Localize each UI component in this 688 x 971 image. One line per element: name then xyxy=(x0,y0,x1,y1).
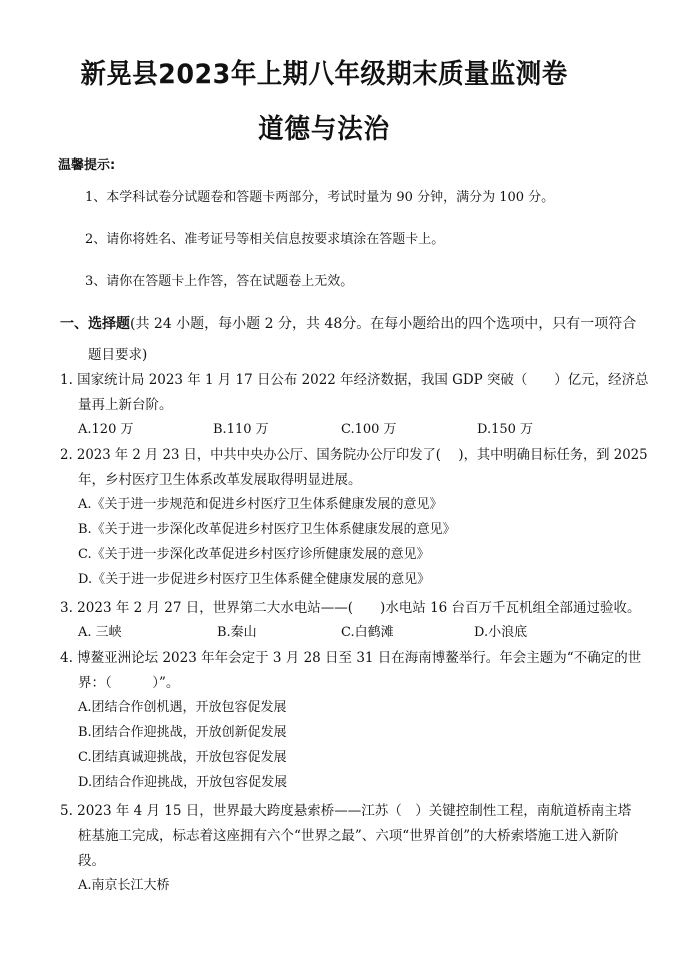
question-3-option-a: A. 三峡 xyxy=(78,625,122,640)
question-3-line: 3. 2023 年 2 月 27 日，世界第二大水电站——( )水电站 16 台百万千瓦机组全部通过验收。 xyxy=(60,600,641,616)
question-2-option-d: D.《关于进一步促进乡村医疗卫生体系健全健康发展的意见》 xyxy=(78,572,431,587)
section-heading xyxy=(60,313,636,333)
question-2-option-c: C.《关于进一步深化改革促进乡村医疗诊所健康发展的意见》 xyxy=(78,547,430,562)
question-2-line: 2. 2023 年 2 月 23 日，中共中央办公厅、国务院办公厅印发了( )，其中明确目标任务，到 2025 xyxy=(60,447,648,463)
question-2-line: 年，乡村医疗卫生体系改革发展取得明显进展。 xyxy=(78,472,362,488)
page-title: 新晃县2023年上期八年级期末质量监测卷 xyxy=(80,59,568,90)
question-4-line: 界：（ ）”。 xyxy=(78,675,180,691)
question-4-option-d: D.团结合作迎挑战，开放包容促发展 xyxy=(78,775,288,790)
page-subtitle: 道德与法治 xyxy=(258,114,390,145)
question-2-option-a: A.《关于进一步规范和促进乡村医疗卫生体系健康发展的意见》 xyxy=(78,497,443,512)
hint-item: 3、请你在答题卡上作答，答在试题卷上无效。 xyxy=(85,274,354,289)
question-5-line: 段。 xyxy=(78,853,105,869)
hint-label: 温馨提示: xyxy=(58,158,116,173)
section-description-continued: 题目要求) xyxy=(88,347,148,363)
question-1-line: 量再上新台阶。 xyxy=(78,397,173,413)
section-label: 一、选择题 xyxy=(60,316,130,332)
question-5-line: 5. 2023 年 4 月 15 日，世界最大跨度悬索桥——江苏（ ）关键控制性工程，南航道桥南主塔 xyxy=(60,803,632,819)
question-2-option-b: B.《关于进一步深化改革促进乡村医疗卫生体系健康发展的意见》 xyxy=(78,522,456,537)
question-4-option-b: B.团结合作迎挑战，开放创新促发展 xyxy=(78,725,287,740)
question-4-line: 4. 博鳌亚洲论坛 2023 年年会定于 3 月 28 日至 31 日在海南博鳌举行。年会主题为“不确定的世 xyxy=(60,650,642,666)
question-1-option-c: C.100 万 xyxy=(341,422,397,437)
question-3-option-b: B.秦山 xyxy=(217,625,257,640)
hint-item: 2、请你将姓名、准考证号等相关信息按要求填涂在答题卡上。 xyxy=(85,232,445,247)
question-3-option-d: D.小浪底 xyxy=(474,625,528,640)
question-1-option-a: A.120 万 xyxy=(78,422,134,437)
question-4-option-a: A.团结合作创机遇，开放包容促发展 xyxy=(78,700,287,715)
question-4-option-c: C.团结真诚迎挑战，开放包容促发展 xyxy=(78,750,287,765)
question-3-option-c: C.白鹤滩 xyxy=(341,625,394,640)
question-1-option-d: D.150 万 xyxy=(477,422,534,437)
question-5-option-a: A.南京长江大桥 xyxy=(78,878,170,893)
hint-item: 1、本学科试卷分试题卷和答题卡两部分，考试时量为 90 分钟，满分为 100 分。 xyxy=(85,190,555,205)
section-description: (共 24 小题，每小题 2 分，共 48分。在每小题给出的四个选项中，只有一项符合 xyxy=(130,316,637,332)
question-5-line: 桩基施工完成，标志着这座拥有六个“世界之最”、六项“世界首创”的大桥索塔施工进入新阶 xyxy=(78,828,619,844)
question-1-option-b: B.110 万 xyxy=(213,422,269,437)
question-1-line: 1. 国家统计局 2023 年 1 月 17 日公布 2022 年经济数据，我国 GDP 突破（ ）亿元，经济总 xyxy=(60,372,649,388)
